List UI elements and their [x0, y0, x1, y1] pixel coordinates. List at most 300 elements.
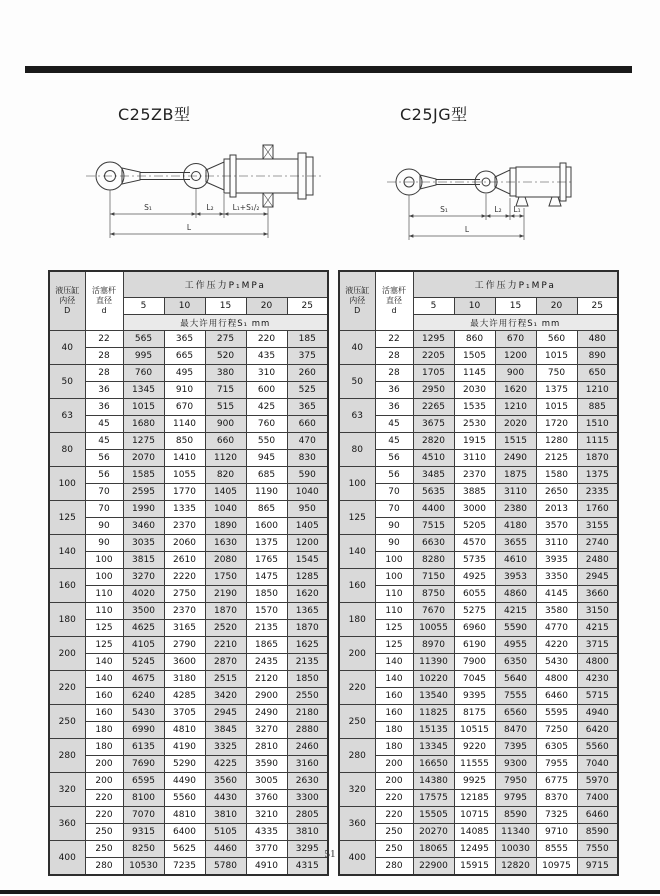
bore-diameter-cell: 200 — [339, 637, 375, 671]
table-row — [49, 348, 328, 365]
rod-diameter-cell: 90 — [85, 535, 123, 552]
rod-diameter-cell: 140 — [375, 654, 413, 671]
stroke-value-cell: 4230 — [577, 671, 618, 688]
rod-diameter-cell: 100 — [85, 569, 123, 586]
stroke-value-cell: 665 — [164, 348, 205, 365]
stroke-value-cell: 3180 — [164, 671, 205, 688]
stroke-value-cell: 830 — [287, 450, 328, 467]
stroke-value-cell: 9220 — [454, 739, 495, 756]
table-row — [49, 807, 328, 824]
rod-diameter-cell: 56 — [375, 467, 413, 484]
rod-diameter-cell: 180 — [375, 739, 413, 756]
rod-diameter-cell: 36 — [85, 399, 123, 416]
stroke-value-cell: 1870 — [287, 620, 328, 637]
stroke-value-cell: 4190 — [164, 739, 205, 756]
stroke-value-cell: 1505 — [454, 348, 495, 365]
stroke-value-cell: 1040 — [205, 501, 246, 518]
stroke-value-cell: 14380 — [413, 773, 454, 790]
stroke-value-cell: 8970 — [413, 637, 454, 654]
stroke-value-cell: 1375 — [246, 535, 287, 552]
stroke-value-cell: 3150 — [577, 603, 618, 620]
pressure-value-header: 5 — [413, 298, 454, 315]
rod-diameter-cell: 125 — [85, 637, 123, 654]
stroke-value-cell: 4675 — [123, 671, 164, 688]
stroke-value-cell: 4180 — [495, 518, 536, 535]
stroke-value-cell: 8370 — [536, 790, 577, 807]
table-row — [339, 450, 618, 467]
pressure-value-header: 15 — [205, 298, 246, 315]
rod-diameter-cell: 125 — [375, 637, 413, 654]
model-title-c25jg: C25JG型 — [400, 105, 468, 124]
stroke-value-cell: 7040 — [577, 756, 618, 773]
stroke-value-cell: 14085 — [454, 824, 495, 841]
foot-rear — [549, 197, 561, 206]
spec-table-c25jg — [338, 270, 619, 876]
dim-s1: S₁ — [440, 205, 448, 214]
stroke-value-cell: 5635 — [413, 484, 454, 501]
stroke-value-cell: 5245 — [123, 654, 164, 671]
stroke-value-cell: 1200 — [287, 535, 328, 552]
stroke-value-cell: 260 — [287, 365, 328, 382]
rod-diameter-header: 活塞杆 直径 d — [85, 271, 123, 331]
stroke-value-cell: 6350 — [495, 654, 536, 671]
stroke-value-cell: 2790 — [164, 637, 205, 654]
table-row — [339, 399, 618, 416]
dim-s1: S₁ — [144, 203, 152, 212]
table-row — [49, 756, 328, 773]
table-row — [339, 824, 618, 841]
rod-diameter-cell: 22 — [375, 331, 413, 348]
rod-diameter-cell: 45 — [375, 433, 413, 450]
stroke-value-cell: 1760 — [577, 501, 618, 518]
stroke-value-cell: 4860 — [495, 586, 536, 603]
bore-diameter-header: 液压缸 内径 D — [339, 271, 375, 331]
rod-diameter-cell: 28 — [85, 348, 123, 365]
stroke-value-cell: 425 — [246, 399, 287, 416]
table-row — [339, 467, 618, 484]
stroke-value-cell: 1750 — [205, 569, 246, 586]
table-row — [49, 637, 328, 654]
rod-diameter-cell: 28 — [375, 365, 413, 382]
stroke-value-cell: 7150 — [413, 569, 454, 586]
bore-diameter-cell: 50 — [49, 365, 85, 399]
stroke-value-cell: 660 — [287, 416, 328, 433]
rod-diameter-cell: 140 — [85, 654, 123, 671]
stroke-value-cell: 6460 — [536, 688, 577, 705]
stroke-value-cell: 4215 — [577, 620, 618, 637]
stroke-value-cell: 12185 — [454, 790, 495, 807]
table-row — [339, 790, 618, 807]
stroke-value-cell: 670 — [495, 331, 536, 348]
stroke-value-cell: 1680 — [123, 416, 164, 433]
rod-diameter-cell: 36 — [375, 399, 413, 416]
stroke-value-cell: 3005 — [246, 773, 287, 790]
stroke-value-cell: 3110 — [536, 535, 577, 552]
stroke-value-cell: 3000 — [454, 501, 495, 518]
stroke-value-cell: 525 — [287, 382, 328, 399]
table-row — [339, 331, 618, 348]
stroke-value-cell: 11390 — [413, 654, 454, 671]
stroke-value-cell: 220 — [246, 331, 287, 348]
rod-diameter-cell: 160 — [85, 705, 123, 722]
rod-diameter-cell: 280 — [375, 858, 413, 876]
bore-diameter-cell: 250 — [49, 705, 85, 739]
stroke-value-cell: 3460 — [123, 518, 164, 535]
table-row — [49, 586, 328, 603]
stroke-value-cell: 8175 — [454, 705, 495, 722]
stroke-value-cell: 3885 — [454, 484, 495, 501]
stroke-value-cell: 1545 — [287, 552, 328, 569]
stroke-value-cell: 3655 — [495, 535, 536, 552]
stroke-value-cell: 5780 — [205, 858, 246, 876]
stroke-value-cell: 3675 — [413, 416, 454, 433]
stroke-value-cell: 1915 — [454, 433, 495, 450]
rod-diameter-cell: 180 — [85, 722, 123, 739]
stroke-value-cell: 5640 — [495, 671, 536, 688]
stroke-value-cell: 670 — [164, 399, 205, 416]
stroke-value-cell: 2650 — [536, 484, 577, 501]
stroke-value-cell: 2805 — [287, 807, 328, 824]
stroke-value-cell: 10530 — [123, 858, 164, 876]
rod-diameter-cell: 36 — [375, 382, 413, 399]
stroke-value-cell: 1055 — [164, 467, 205, 484]
bore-diameter-cell: 400 — [339, 841, 375, 876]
stroke-value-cell: 2515 — [205, 671, 246, 688]
dim-l: L — [186, 223, 192, 232]
stroke-value-cell: 3570 — [536, 518, 577, 535]
rod-diameter-cell: 56 — [85, 450, 123, 467]
bore-diameter-cell: 180 — [339, 603, 375, 637]
rod-diameter-cell: 70 — [85, 484, 123, 501]
stroke-value-cell: 7400 — [577, 790, 618, 807]
stroke-value-cell: 7670 — [413, 603, 454, 620]
stroke-value-cell: 11555 — [454, 756, 495, 773]
rod-diameter-cell: 140 — [85, 671, 123, 688]
rod-diameter-cell: 200 — [85, 756, 123, 773]
table-row — [339, 739, 618, 756]
stroke-value-cell: 1625 — [287, 637, 328, 654]
top-rule — [25, 66, 632, 73]
bore-diameter-cell: 160 — [49, 569, 85, 603]
stroke-value-cell: 515 — [205, 399, 246, 416]
stroke-value-cell: 2550 — [287, 688, 328, 705]
bore-diameter-header: 液压缸 内径 D — [49, 271, 85, 331]
stroke-value-cell: 8280 — [413, 552, 454, 569]
stroke-value-cell: 7515 — [413, 518, 454, 535]
bore-diameter-cell: 100 — [49, 467, 85, 501]
rod-diameter-cell: 250 — [375, 841, 413, 858]
stroke-value-cell: 185 — [287, 331, 328, 348]
table-row — [339, 858, 618, 876]
rod-diameter-cell: 140 — [375, 671, 413, 688]
stroke-value-cell: 4940 — [577, 705, 618, 722]
table-row — [339, 688, 618, 705]
stroke-value-cell: 2460 — [287, 739, 328, 756]
stroke-value-cell: 7955 — [536, 756, 577, 773]
stroke-value-cell: 3600 — [164, 654, 205, 671]
table-row — [49, 382, 328, 399]
stroke-value-cell: 2945 — [205, 705, 246, 722]
stroke-value-cell: 495 — [164, 365, 205, 382]
rod-diameter-cell: 200 — [375, 756, 413, 773]
stroke-value-cell: 685 — [246, 467, 287, 484]
stroke-value-cell: 4430 — [205, 790, 246, 807]
stroke-value-cell: 760 — [246, 416, 287, 433]
pressure-value-header: 15 — [495, 298, 536, 315]
stroke-value-cell: 4400 — [413, 501, 454, 518]
pressure-value-header: 5 — [123, 298, 164, 315]
stroke-value-cell: 3935 — [536, 552, 577, 569]
pressure-value-header: 25 — [577, 298, 618, 315]
table-row — [49, 790, 328, 807]
rod-diameter-cell: 22 — [85, 331, 123, 348]
stroke-value-cell: 1870 — [205, 603, 246, 620]
table-row — [49, 739, 328, 756]
spec-table-c25jg-container — [338, 270, 619, 876]
stroke-value-cell: 6560 — [495, 705, 536, 722]
stroke-value-cell: 6135 — [123, 739, 164, 756]
table-row — [339, 416, 618, 433]
stroke-value-cell: 1475 — [246, 569, 287, 586]
rod-diameter-cell: 70 — [375, 484, 413, 501]
stroke-value-cell: 7690 — [123, 756, 164, 773]
stroke-value-cell: 8555 — [536, 841, 577, 858]
stroke-value-cell: 4225 — [205, 756, 246, 773]
table-row — [49, 722, 328, 739]
stroke-value-cell: 1280 — [536, 433, 577, 450]
stroke-value-cell: 6960 — [454, 620, 495, 637]
stroke-value-cell: 1405 — [287, 518, 328, 535]
stroke-value-cell: 1410 — [164, 450, 205, 467]
stroke-value-cell: 470 — [287, 433, 328, 450]
stroke-value-cell: 6630 — [413, 535, 454, 552]
stroke-value-cell: 2520 — [205, 620, 246, 637]
stroke-value-cell: 4810 — [164, 807, 205, 824]
stroke-value-cell: 590 — [287, 467, 328, 484]
bore-diameter-cell: 320 — [339, 773, 375, 807]
stroke-value-cell: 7900 — [454, 654, 495, 671]
stroke-value-cell: 715 — [205, 382, 246, 399]
stroke-value-cell: 3770 — [246, 841, 287, 858]
stroke-value-cell: 2135 — [246, 620, 287, 637]
stroke-value-cell: 950 — [287, 501, 328, 518]
stroke-value-cell: 10715 — [454, 807, 495, 824]
rod-diameter-cell: 100 — [375, 552, 413, 569]
stroke-value-cell: 900 — [205, 416, 246, 433]
stroke-value-cell: 3715 — [577, 637, 618, 654]
stroke-value-cell: 6400 — [164, 824, 205, 841]
max-stroke-header: 最大许用行程S₁ mm — [123, 315, 328, 331]
stroke-value-cell: 4955 — [495, 637, 536, 654]
stroke-value-cell: 3810 — [205, 807, 246, 824]
rod-diameter-cell: 160 — [375, 688, 413, 705]
stroke-value-cell: 1620 — [495, 382, 536, 399]
max-stroke-header: 最大许用行程S₁ mm — [413, 315, 618, 331]
stroke-value-cell: 5595 — [536, 705, 577, 722]
stroke-value-cell: 520 — [205, 348, 246, 365]
bore-diameter-cell: 200 — [49, 637, 85, 671]
stroke-value-cell: 910 — [164, 382, 205, 399]
stroke-value-cell: 1405 — [205, 484, 246, 501]
bore-diameter-cell: 50 — [339, 365, 375, 399]
rod-diameter-cell: 180 — [85, 739, 123, 756]
stroke-value-cell: 3035 — [123, 535, 164, 552]
stroke-value-cell: 7555 — [495, 688, 536, 705]
rod-diameter-cell: 110 — [85, 603, 123, 620]
table-row — [339, 365, 618, 382]
stroke-value-cell: 2070 — [123, 450, 164, 467]
stroke-value-cell: 850 — [164, 433, 205, 450]
table-row — [339, 705, 618, 722]
model-title-c25zb: C25ZB型 — [118, 105, 191, 124]
stroke-value-cell: 1365 — [287, 603, 328, 620]
stroke-value-cell: 18065 — [413, 841, 454, 858]
stroke-value-cell: 3110 — [495, 484, 536, 501]
rod-diameter-cell: 220 — [85, 807, 123, 824]
stroke-value-cell: 6055 — [454, 586, 495, 603]
stroke-value-cell: 15135 — [413, 722, 454, 739]
stroke-value-cell: 3325 — [205, 739, 246, 756]
stroke-value-cell: 2490 — [495, 450, 536, 467]
pressure-value-header: 20 — [536, 298, 577, 315]
rod-diameter-cell: 160 — [85, 688, 123, 705]
stroke-value-cell: 2060 — [164, 535, 205, 552]
bore-diameter-cell: 360 — [339, 807, 375, 841]
stroke-value-cell: 2220 — [164, 569, 205, 586]
stroke-value-cell: 375 — [287, 348, 328, 365]
bore-diameter-cell: 280 — [339, 739, 375, 773]
rod-diameter-cell: 200 — [375, 773, 413, 790]
bore-diameter-cell: 80 — [49, 433, 85, 467]
spec-table-c25zb — [48, 270, 329, 876]
stroke-value-cell: 1140 — [164, 416, 205, 433]
dim-l: L — [464, 225, 470, 234]
stroke-value-cell: 865 — [246, 501, 287, 518]
stroke-value-cell: 380 — [205, 365, 246, 382]
stroke-value-cell: 3705 — [164, 705, 205, 722]
rod-diameter-cell: 70 — [85, 501, 123, 518]
rod-diameter-cell: 125 — [85, 620, 123, 637]
rod-diameter-cell: 45 — [85, 433, 123, 450]
stroke-value-cell: 9925 — [454, 773, 495, 790]
stroke-value-cell: 890 — [577, 348, 618, 365]
stroke-value-cell: 15505 — [413, 807, 454, 824]
table-row — [49, 705, 328, 722]
pressure-value-header: 10 — [164, 298, 205, 315]
stroke-value-cell: 3810 — [287, 824, 328, 841]
bore-diameter-cell: 250 — [339, 705, 375, 739]
stroke-value-cell: 3500 — [123, 603, 164, 620]
table-row — [49, 671, 328, 688]
stroke-value-cell: 9395 — [454, 688, 495, 705]
table-row — [339, 671, 618, 688]
stroke-value-cell: 4625 — [123, 620, 164, 637]
bore-diameter-cell: 140 — [339, 535, 375, 569]
table-row — [49, 535, 328, 552]
table-row — [49, 858, 328, 876]
stroke-value-cell: 6305 — [536, 739, 577, 756]
stroke-value-cell: 3270 — [246, 722, 287, 739]
stroke-value-cell: 3815 — [123, 552, 164, 569]
stroke-value-cell: 2180 — [287, 705, 328, 722]
stroke-value-cell: 7550 — [577, 841, 618, 858]
stroke-value-cell: 2265 — [413, 399, 454, 416]
table-row — [339, 484, 618, 501]
rod-diameter-cell: 110 — [375, 603, 413, 620]
table-row — [339, 773, 618, 790]
stroke-value-cell: 1285 — [287, 569, 328, 586]
table-row — [49, 433, 328, 450]
stroke-value-cell: 4925 — [454, 569, 495, 586]
table-row — [339, 722, 618, 739]
stroke-value-cell: 3160 — [287, 756, 328, 773]
stroke-value-cell: 3155 — [577, 518, 618, 535]
rod-diameter-cell: 45 — [375, 416, 413, 433]
stroke-value-cell: 6460 — [577, 807, 618, 824]
rod-diameter-cell: 56 — [85, 467, 123, 484]
page-number: 51 — [324, 848, 336, 860]
stroke-value-cell: 2205 — [413, 348, 454, 365]
rod-diameter-cell: 70 — [375, 501, 413, 518]
stroke-value-cell: 8750 — [413, 586, 454, 603]
stroke-value-cell: 2370 — [164, 603, 205, 620]
stroke-value-cell: 8590 — [577, 824, 618, 841]
stroke-value-cell: 2135 — [287, 654, 328, 671]
stroke-value-cell: 10220 — [413, 671, 454, 688]
stroke-value-cell: 2950 — [413, 382, 454, 399]
stroke-value-cell: 7235 — [164, 858, 205, 876]
stroke-value-cell: 6775 — [536, 773, 577, 790]
stroke-value-cell: 7045 — [454, 671, 495, 688]
stroke-value-cell: 2945 — [577, 569, 618, 586]
table-row — [49, 569, 328, 586]
stroke-value-cell: 5205 — [454, 518, 495, 535]
stroke-value-cell: 1510 — [577, 416, 618, 433]
stroke-value-cell: 945 — [246, 450, 287, 467]
rod-diameter-cell: 125 — [375, 620, 413, 637]
stroke-value-cell: 2030 — [454, 382, 495, 399]
rod-diameter-cell: 160 — [375, 705, 413, 722]
stroke-value-cell: 1210 — [577, 382, 618, 399]
rod-diameter-cell: 100 — [375, 569, 413, 586]
rod-diameter-cell: 90 — [375, 518, 413, 535]
rod-diameter-cell: 180 — [375, 722, 413, 739]
stroke-value-cell: 365 — [164, 331, 205, 348]
stroke-value-cell: 3110 — [454, 450, 495, 467]
pressure-value-header: 25 — [287, 298, 328, 315]
bore-diameter-cell: 160 — [339, 569, 375, 603]
spec-table-c25zb-container — [48, 270, 329, 876]
stroke-value-cell: 2810 — [246, 739, 287, 756]
table-row — [339, 518, 618, 535]
rod-diameter-header: 活塞杆 直径 d — [375, 271, 413, 331]
stroke-value-cell: 750 — [536, 365, 577, 382]
table-row — [49, 365, 328, 382]
stroke-value-cell: 1850 — [287, 671, 328, 688]
rod-diameter-cell: 90 — [85, 518, 123, 535]
stroke-value-cell: 3660 — [577, 586, 618, 603]
stroke-value-cell: 1570 — [246, 603, 287, 620]
stroke-value-cell: 7395 — [495, 739, 536, 756]
stroke-value-cell: 9300 — [495, 756, 536, 773]
stroke-value-cell: 4610 — [495, 552, 536, 569]
table-row — [339, 382, 618, 399]
stroke-value-cell: 2125 — [536, 450, 577, 467]
stroke-value-cell: 1375 — [536, 382, 577, 399]
bore-diameter-cell: 125 — [49, 501, 85, 535]
stroke-value-cell: 660 — [205, 433, 246, 450]
stroke-value-cell: 2880 — [287, 722, 328, 739]
